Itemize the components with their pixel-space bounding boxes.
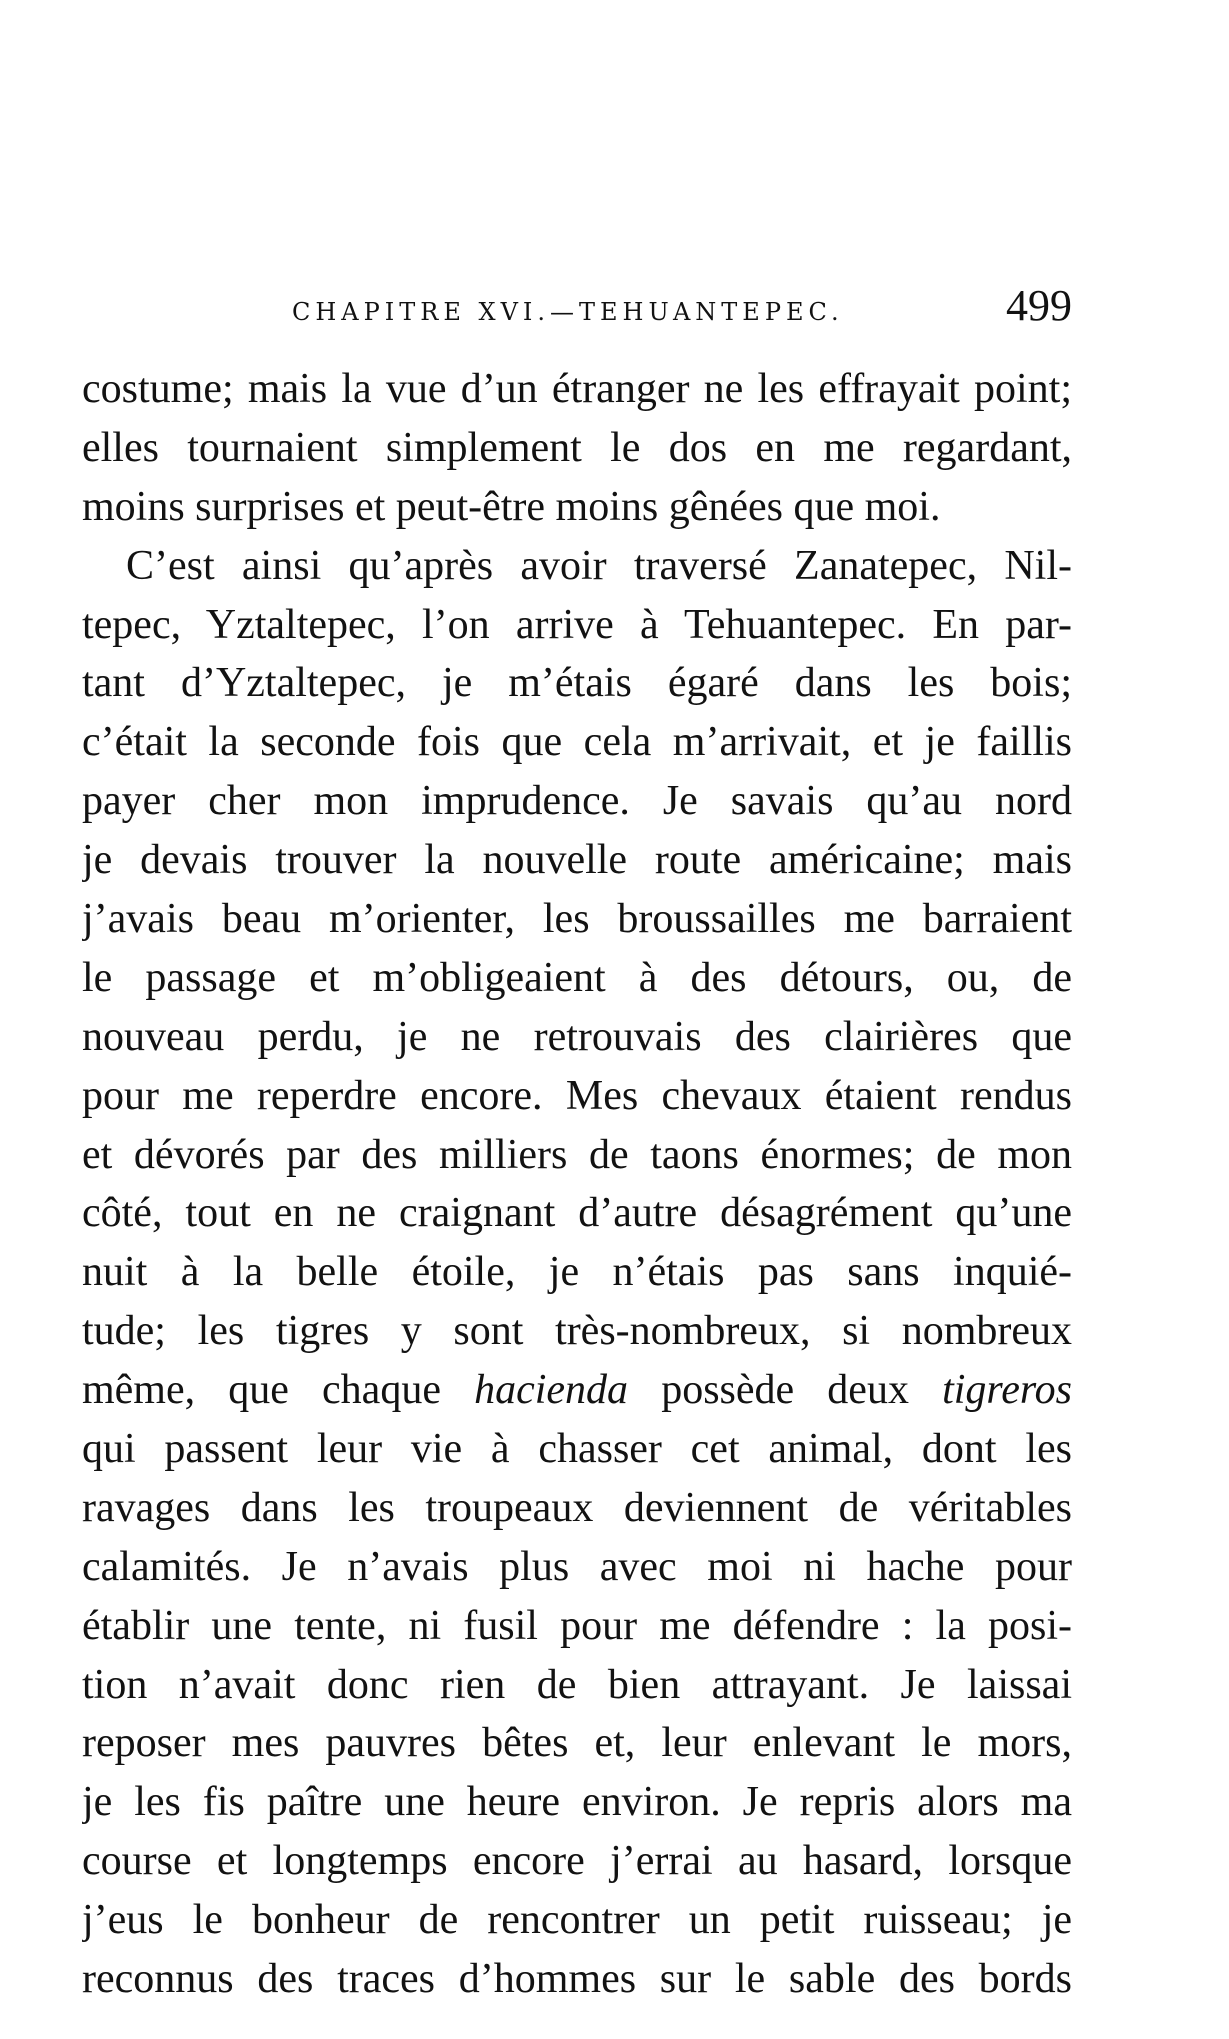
body-text: [82, 360, 1072, 2009]
text-line: C’est ainsi qu’après avoir traversé Zanatepec, Nil-: [126, 542, 1072, 589]
italic-word: hacienda: [474, 1367, 629, 1414]
text-line: costume; mais la vue d’un étranger ne les effrayait point;: [82, 366, 1072, 412]
running-title: CHAPITRE XVI.—TEHUANTEPEC.: [292, 298, 844, 326]
text-line: nouveau perdu, je ne retrouvais des clairières que: [82, 1013, 1072, 1060]
text-line: j’avais beau m’orienter, les broussailles me barraient: [82, 896, 1072, 943]
text-line: je les fis paître une heure environ. Je repris alors ma: [82, 1779, 1072, 1826]
text-line: reposer mes pauvres bêtes et, leur enlevant le mors,: [82, 1720, 1072, 1767]
text-line: moins surprises et peut-être moins gênées que moi.: [82, 483, 941, 530]
page-number: 499: [1006, 281, 1072, 330]
text-line: tepec, Yztaltepec, l’on arrive à Tehuantepec. En par-: [82, 601, 1072, 648]
book-page: [82, 0, 1072, 2039]
text-line: ravages dans les troupeaux deviennent de véritables: [82, 1484, 1072, 1531]
text-line: [82, 1361, 1072, 1420]
text-line: côté, tout en ne craignant d’autre désagrément qu’une: [82, 1190, 1072, 1237]
text-segment: possède deux: [628, 1367, 943, 1414]
text-line: et dévorés par des milliers de taons énormes; de mon: [82, 1131, 1072, 1178]
text-line: je devais trouver la nouvelle route américaine; mais: [82, 837, 1072, 884]
text-line: établir une tente, ni fusil pour me défendre : la posi-: [82, 1602, 1072, 1649]
text-line: elles tournaient simplement le dos en me regardant,: [82, 424, 1072, 471]
text-line: payer cher mon imprudence. Je savais qu’au nord: [82, 778, 1072, 825]
text-line: le passage et m’obligeaient à des détours, ou, de: [82, 954, 1072, 1001]
text-line: pour me reperdre encore. Mes chevaux étaient rendus: [82, 1072, 1072, 1119]
running-head: [82, 276, 1072, 340]
text-line: tude; les tigres y sont très-nombreux, si nombreux: [82, 1308, 1072, 1355]
italic-word: tigreros: [942, 1367, 1072, 1414]
text-line: tion n’avait donc rien de bien attrayant. Je laissai: [82, 1661, 1072, 1708]
text-line: j’eus le bonheur de rencontrer un petit ruisseau; je: [82, 1897, 1072, 1944]
text-line: c’était la seconde fois que cela m’arrivait, et je faillis: [82, 719, 1072, 766]
text-line: calamités. Je n’avais plus avec moi ni hache pour: [82, 1543, 1072, 1590]
text-line: reconnus des traces d’hommes sur le sable des bords: [82, 1956, 1072, 2003]
text-line: qui passent leur vie à chasser cet animal, dont les: [82, 1426, 1072, 1473]
text-line: tant d’Yztaltepec, je m’étais égaré dans les bois;: [82, 660, 1072, 707]
text-segment: même, que chaque: [82, 1367, 475, 1414]
text-line: course et longtemps encore j’errai au hasard, lorsque: [82, 1838, 1072, 1885]
text-line: nuit à la belle étoile, je n’étais pas sans inquié-: [82, 1249, 1072, 1296]
